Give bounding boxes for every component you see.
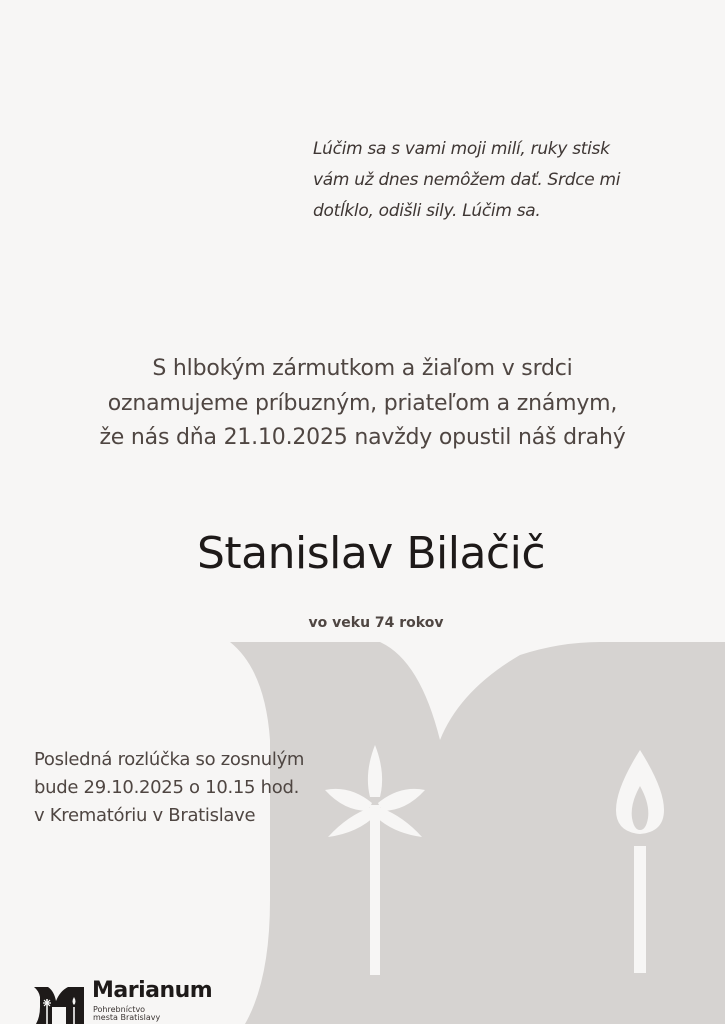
funeral-line: bude 29.10.2025 o 10.15 hod. (34, 777, 299, 798)
logo-subtitle (93, 1006, 160, 1022)
deceased-name: Stanislav Bilačič (196, 528, 546, 579)
verse-line: Lúčim sa s vami moji milí, ruky stisk (313, 139, 610, 159)
deceased-age: vo veku 74 rokov (308, 615, 444, 631)
announcement-line: že nás dňa 21.10.2025 navždy opustil náš drahý (99, 425, 626, 450)
marianum-logo-icon (34, 983, 84, 1024)
announcement-line: S hlbokým zármutkom a žiaľom v srdci (152, 356, 573, 381)
funeral-line: v Krematóriu v Bratislave (34, 805, 256, 826)
announcement-line: oznamujeme príbuzným, priateľom a známym, (107, 390, 618, 416)
verse-line: dotĺklo, odišli sily. Lúčim sa. (313, 201, 541, 221)
funeral-details (34, 746, 354, 830)
announcement-text (40, 352, 685, 456)
funeral-line: Posledná rozlúčka so zosnulým (34, 749, 305, 770)
logo-subtitle-line: mesta Bratislavy (93, 1013, 161, 1022)
candle-icon (610, 748, 670, 973)
logo-subtitle-line: Pohrebníctvo (93, 1005, 146, 1014)
farewell-verse (313, 134, 643, 227)
logo-name: Marianum (92, 978, 213, 1003)
verse-line: vám už dnes nemôžem dať. Srdce mi (313, 170, 621, 190)
